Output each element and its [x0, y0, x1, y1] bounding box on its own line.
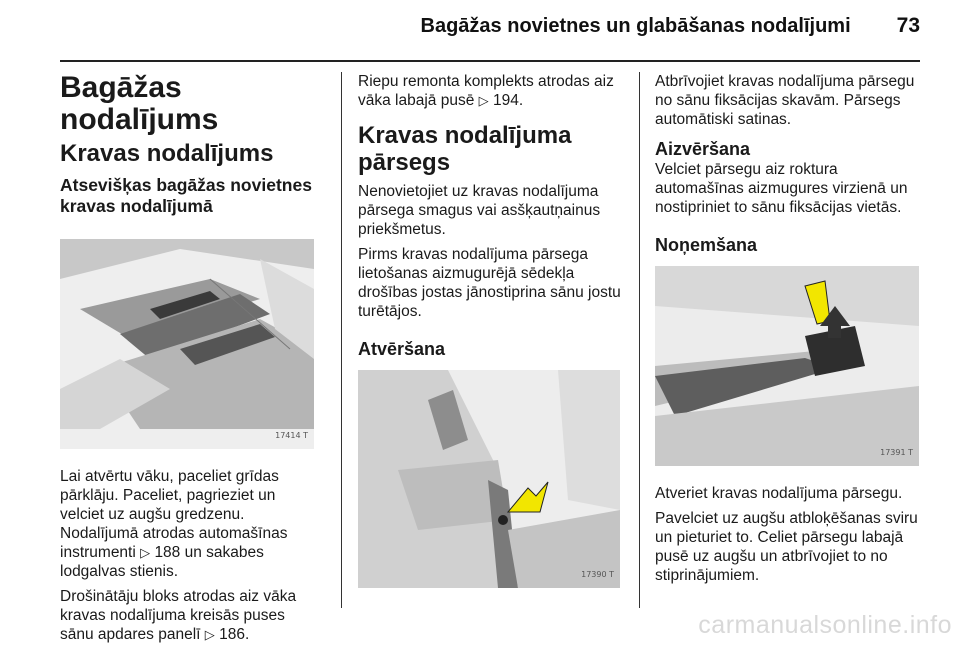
- removal-heading: Noņemšana: [655, 235, 758, 255]
- running-header: [60, 14, 920, 38]
- closing-text: Velciet pārsegu aiz roktura automašīnas aizmugures virzienā un nostipriniet to sānu fiksācijas vietās.: [655, 161, 908, 216]
- cover-removal-illustration: [655, 266, 919, 466]
- column-2: [358, 72, 622, 606]
- luggage-compartment-illustration: [60, 239, 314, 449]
- intro-paragraph: Riepu remonta komplekts atrodas aiz vāka labajā pusē ▷ 194.: [358, 73, 614, 109]
- column-1: [60, 72, 318, 650]
- closing-heading: Aizvēršana: [655, 139, 751, 159]
- page-reference-arrow-icon: ▷: [204, 627, 215, 642]
- cover-opening-illustration: [358, 370, 620, 588]
- page-reference-arrow-icon: ▷: [478, 93, 489, 108]
- figure-code: 17390 T: [581, 570, 614, 579]
- figure-code: 17391 T: [880, 448, 913, 457]
- subsection-heading: Atvēršana: [358, 339, 446, 359]
- figure-code: 17414 T: [275, 431, 308, 440]
- page-reference-arrow-icon: ▷: [140, 545, 151, 560]
- section-heading: Kravas nodalījuma pārsegs: [358, 122, 572, 176]
- paragraph-2: Pirms kravas nodalījuma pārsega lietošanas aizmugurējā sēdekļa drošības jostas jānostiprina sānu jostu turētājos.: [358, 246, 621, 320]
- paragraph-1: Nenovietojiet uz kravas nodalījuma pārsega smagus vai asšķautņainus priekšmetus.: [358, 183, 601, 238]
- paragraph-1: Lai atvērtu vāku, paceliet grīdas pārklāju. Paceliet, pagrieziet un velciet uz augšu gredzenu. Nodalījumā atrodas automašīnas instrumenti ▷ 188 un sakabes lodgalvas stienis.: [60, 468, 288, 580]
- header-rule: [60, 60, 920, 62]
- watermark: carmanualsonline.info: [698, 611, 952, 639]
- paragraph-2: Drošinātāju bloks atrodas aiz vāka kravas nodalījuma kreisās puses sānu apdares panelī ▷ 186.: [60, 588, 297, 643]
- column-divider-1: [341, 72, 342, 608]
- paragraph-3: Pavelciet uz augšu atbloķēšanas sviru un pieturiet to. Celiet pārsegu labajā pusē uz augšu un atbrīvojiet to no stiprinājumiem.: [655, 510, 918, 584]
- section-heading: Kravas nodalījums: [60, 140, 274, 167]
- page-number: 73: [896, 14, 920, 37]
- column-3: [655, 72, 923, 591]
- paragraph-2: Atveriet kravas nodalījuma pārsegu.: [655, 485, 903, 502]
- subsection-heading: Atsevišķas bagāžas novietnes kravas nodalījumā: [60, 175, 312, 216]
- column-divider-2: [639, 72, 640, 608]
- chapter-title: Bagāžas nodalījums: [60, 71, 219, 136]
- paragraph-1: Atbrīvojiet kravas nodalījuma pārsegu no sānu fiksācijas skavām. Pārsegs automātiski satinas.: [655, 73, 915, 128]
- header-title: Bagāžas novietnes un glabāšanas nodalījumi: [420, 15, 851, 37]
